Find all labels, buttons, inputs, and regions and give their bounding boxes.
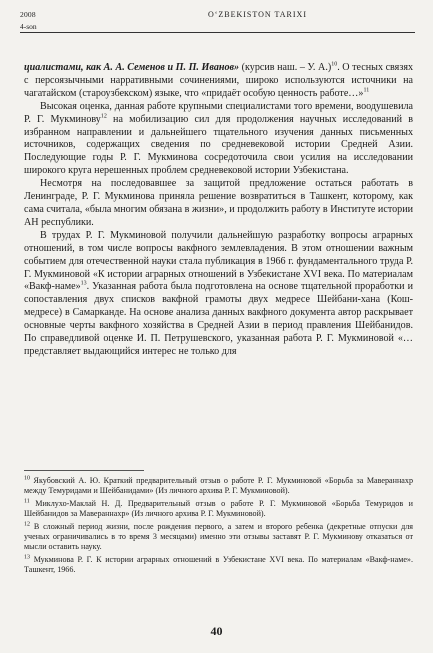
footnote-ref-12: 12	[100, 113, 107, 120]
paragraph-4-tail: . Указанная работа была подготовлена на основе тщательной проработки и сопоставления двух списков вакфной грамоты двух медресе Шейбани-хана (Кош-медресе) в Самарканде. На основе анализа данных вакфного документа автор раскрывает основные черты вакфного хозяйства в Средней Азии в период правления Шейбанидов. По справедливой оценке И. П. Петрушевского, указанная работа Р. Г. Мукминовой «…представляет выдающийся интерес не только для	[24, 281, 413, 357]
footnote-10	[24, 476, 413, 496]
footnote-ref-11: 11	[363, 87, 370, 94]
paragraph-3	[24, 178, 413, 230]
footnote-num: 12	[24, 521, 30, 528]
main-text	[24, 62, 413, 359]
paragraph-4	[24, 230, 413, 359]
paragraph-3-text: Несмотря на последовавшее за защитой предложение остаться работать в Ленинграде, Р. Г. Мукминова приняла решение возвратиться в Ташкент, которому, как сама считала, «была многим обязана в жизни», и продолжить работу в Институте истории АН республики.	[24, 178, 413, 228]
paragraph-2-tail: на мобилизацию сил для продолжения научных исследований в избранном направлении и дальнейшего тщательного изучения данных письменных источников, содержащих сведения по средневековой истории Средней Азии. Последующие годы Р. Г. Мукминова сосредоточила свои усилия на исследовании широкого круга нерешенных проблем средневековой истории Узбекистана.	[24, 113, 413, 177]
paragraph-1-tail: . О тесных связях с персоязычными нарративными сочинениями, широко используются источники на чагатайском (староузбекском) языке, что «придаёт особую ценность работе…»	[24, 62, 414, 99]
paragraph-1-text: (курсив наш. – У. А.)	[239, 62, 332, 73]
footnote-num: 13	[24, 554, 30, 561]
footnote-13	[24, 555, 413, 575]
paragraph-1	[24, 62, 413, 101]
paragraph-1-lead: циалистами, как А. А. Семенов и П. П. Иванов»	[24, 62, 240, 73]
footnote-text: Мукминова Р. Г. К истории аграрных отношений в Узбекистане XVI века. По материалам «Вакф-наме». Ташкент, 1966.	[24, 554, 414, 575]
running-header	[20, 10, 415, 22]
footnote-text: Миклухо-Маклай Н. Д. Предварительный отзыв о работе Р. Г. Мукминовой «Борьба Темуридов и Шейбанидов за Мавераннахр» (Из личного архива Р. Г. Мукминовой).	[24, 498, 413, 519]
footnote-ref-13: 13	[80, 281, 87, 288]
footnote-11	[24, 499, 413, 519]
header-year: 2008	[20, 10, 36, 19]
header-journal-title: O‘ZBEKISTON TARIXI	[207, 10, 307, 19]
footnote-12	[24, 522, 413, 553]
paragraph-2	[24, 101, 413, 178]
footnote-text: Якубовский А. Ю. Краткий предварительный отзыв о работе Р. Г. Мукминовой «Борьба за Мавераннахр между Темуридами и Шейбанидами» (Из личного архива Р. Г. Мукминовой).	[24, 476, 413, 496]
footnotes	[24, 476, 413, 578]
paragraph-2-text: Высокая оценка, данная работе крупными специалистами того времени, воодушевила Р. Г. Мукминову	[24, 100, 413, 125]
footnote-num: 10	[24, 475, 30, 482]
paragraph-4-text: В трудах Р. Г. Мукминовой получили дальнейшую разработку вопросы аграрных отношений, в том числе вопросы вакфного землевладения. В этом отношении важным событием для отечественной науки стала публикация в 1966 г. фундаментального труда Р. Г. Мукминовой «К истории аграрных отношений в Узбекистане XVI века. По материалам «Вакф-наме»	[24, 229, 413, 293]
footnote-text: В сложный период жизни, после рождения первого, а затем и второго ребенка (декретные отпуски для ученых ограничивались в то время 3 месяцами) именно эти отзывы заставят Р. Г. Мукминову отказаться от мысли оставить науку.	[24, 521, 413, 552]
footnote-ref-10: 10	[331, 61, 338, 68]
footnote-separator	[24, 470, 144, 471]
header-issue: 4-son	[20, 22, 37, 31]
header-rule	[20, 32, 415, 33]
page-number: 40	[210, 624, 223, 638]
footnote-num: 11	[24, 498, 30, 505]
